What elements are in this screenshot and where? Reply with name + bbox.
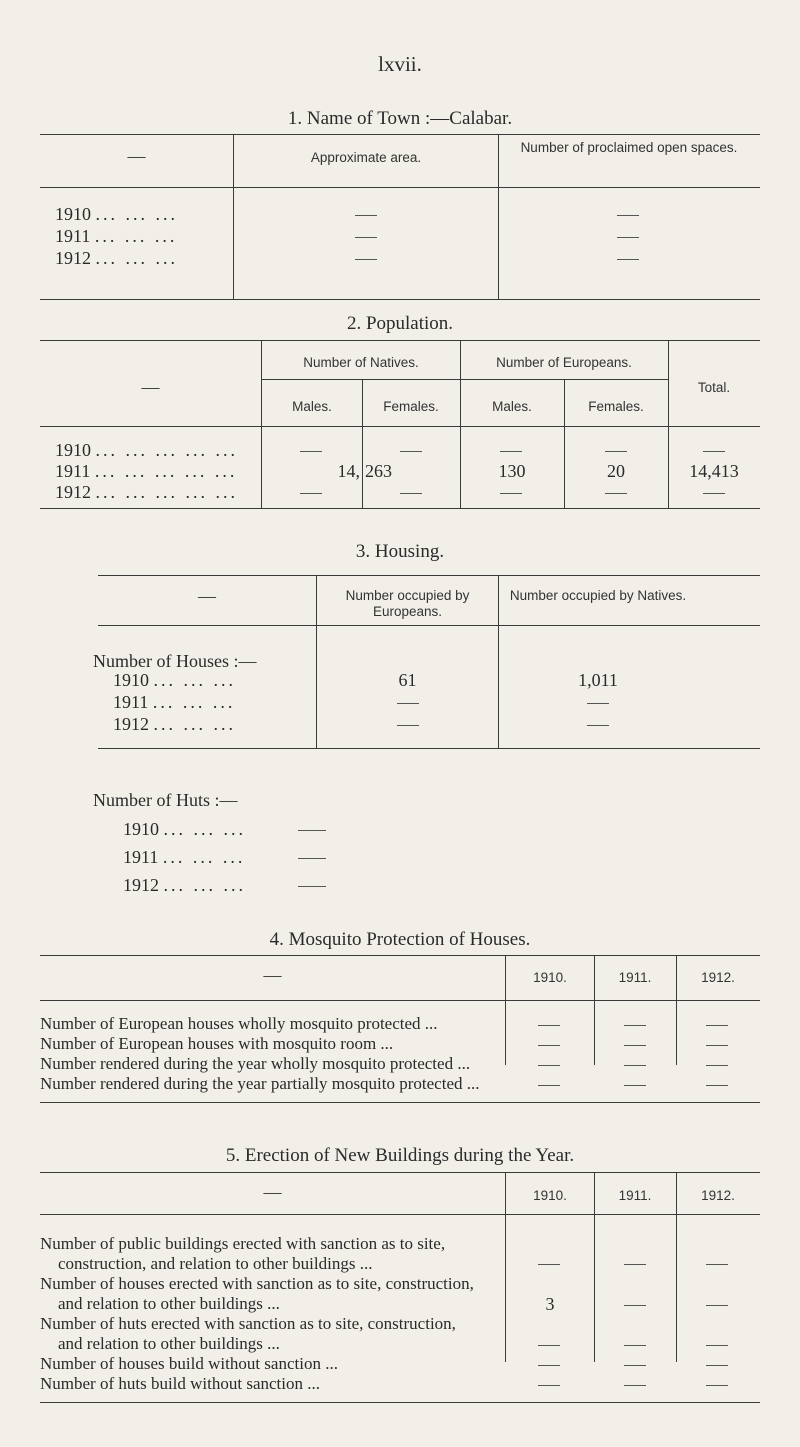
section2-row-year: 1910 ... ... ... ... ... (55, 440, 238, 460)
rule (40, 1000, 760, 1001)
column-rule (676, 1172, 677, 1362)
section4-value (624, 1065, 646, 1066)
rule (98, 575, 760, 576)
section5-value (624, 1365, 646, 1366)
column-rule (316, 575, 317, 748)
section3-huts-year: 1912 ... ... ... (123, 875, 246, 895)
section1-row-year: 1911 ... ... ... (55, 226, 178, 246)
section2-title: 2. Population. (346, 313, 454, 334)
section5-row-label: and relation to other buildings ... (58, 1334, 280, 1353)
section3-huts-value (298, 830, 326, 831)
section5-year-header: 1910. (533, 1188, 567, 1203)
rule (98, 625, 760, 626)
section5-value (624, 1264, 646, 1265)
section5-row-label: construction, and relation to other buildings ... (58, 1254, 373, 1273)
section5-value (538, 1345, 560, 1346)
section4-row-label: Number rendered during the year partially mosquito protected ... (40, 1074, 480, 1093)
section2-europeans-males-value: 130 (498, 461, 526, 481)
section4-year-header: 1911. (618, 970, 652, 985)
section5-value (538, 1385, 560, 1386)
section4-value (706, 1065, 728, 1066)
section2-value (400, 493, 422, 494)
section2-natives-header: Number of Natives. (303, 355, 419, 370)
section2-row-year: 1911 ... ... ... ... ... (55, 461, 238, 481)
rule (40, 1402, 760, 1403)
section2-natives-females-value: 263 (365, 461, 392, 481)
section2-total-value: 14,413 (689, 461, 739, 481)
rule (40, 1102, 760, 1103)
section2-value (605, 493, 627, 494)
rule (40, 508, 760, 509)
section4-value (706, 1045, 728, 1046)
column-rule (505, 1172, 506, 1362)
section3-title: 3. Housing. (355, 541, 445, 562)
section3-huts-value (298, 858, 326, 859)
section5-title: 5. Erection of New Buildings during the Year. (225, 1145, 575, 1166)
section5-row-label: Number of houses erected with sanction as to site, construction, (40, 1274, 474, 1293)
section5-value (706, 1385, 728, 1386)
column-rule (505, 955, 506, 1065)
section5-value (624, 1385, 646, 1386)
column-rule (498, 134, 499, 299)
section1-area-value (355, 215, 377, 216)
rule (262, 379, 668, 380)
section4-value (624, 1025, 646, 1026)
section5-houses-1910-value: 3 (545, 1294, 555, 1314)
section4-year-header: 1912. (701, 970, 735, 985)
column-rule (261, 340, 262, 508)
section3-value (587, 725, 609, 726)
section2-natives-males-value: 14, (337, 461, 360, 481)
section1-row-year: 1910 ... ... ... (55, 204, 178, 224)
section5-row-label: Number of houses build without sanction ... (40, 1354, 338, 1373)
section2-europeans-females-value: 20 (607, 461, 625, 481)
section4-value (624, 1045, 646, 1046)
section1-open-spaces-value (617, 215, 639, 216)
section2-value (500, 493, 522, 494)
section3-value (587, 703, 609, 704)
column-rule (460, 340, 461, 508)
section5-row-label: Number of public buildings erected with sanction as to site, (40, 1234, 446, 1253)
rule (40, 1214, 760, 1215)
section2-col0-header: — (141, 377, 160, 397)
page-number: lxvii. (378, 52, 422, 76)
section3-natives-header: Number occupied by Natives. (509, 588, 687, 603)
section4-col0-header: — (263, 965, 282, 985)
section5-row-label: and relation to other buildings ... (58, 1294, 280, 1313)
section3-natives-value: 1,011 (578, 670, 618, 690)
rule (40, 1172, 760, 1173)
section4-value (706, 1025, 728, 1026)
section4-value (538, 1065, 560, 1066)
section1-open-spaces-value (617, 237, 639, 238)
section3-col0-header: — (198, 586, 216, 606)
section4-title: 4. Mosquito Protection of Houses. (269, 929, 531, 950)
section5-value (538, 1264, 560, 1265)
section1-area-value (355, 259, 377, 260)
section1-area-header: Approximate area. (310, 150, 422, 165)
section1-row-year: 1912 ... ... ... (55, 248, 178, 268)
section2-natives-males-header: Males. (292, 399, 332, 414)
section3-huts-value (298, 886, 326, 887)
column-rule (362, 379, 363, 508)
section4-row-label: Number rendered during the year wholly mosquito protected ... (40, 1054, 471, 1073)
section4-year-header: 1910. (533, 970, 567, 985)
section3-huts-year: 1911 ... ... ... (123, 847, 246, 867)
section2-value (400, 451, 422, 452)
section4-value (538, 1025, 560, 1026)
section5-value (706, 1305, 728, 1306)
section3-huts-year: 1910 ... ... ... (123, 819, 246, 839)
section5-value (706, 1365, 728, 1366)
section5-value (624, 1305, 646, 1306)
section1-open-spaces-value (617, 259, 639, 260)
section4-value (624, 1085, 646, 1086)
rule (98, 748, 760, 749)
section3-value (397, 725, 419, 726)
section3-row-year: 1910 ... ... ... (113, 670, 236, 690)
section5-value (538, 1365, 560, 1366)
section5-value (706, 1264, 728, 1265)
section2-value (300, 493, 322, 494)
section5-row-label: Number of huts build without sanction ... (40, 1374, 321, 1393)
section2-europeans-females-header: Females. (588, 399, 644, 414)
section4-row-label: Number of European houses with mosquito room ... (40, 1034, 394, 1053)
section2-europeans-males-header: Males. (492, 399, 532, 414)
column-rule (594, 955, 595, 1065)
section5-row-label: Number of huts erected with sanction as to site, construction, (40, 1314, 456, 1333)
section2-row-year: 1912 ... ... ... ... ... (55, 482, 238, 502)
section2-europeans-header: Number of Europeans. (496, 355, 632, 370)
rule (40, 134, 760, 135)
section3-row-year: 1911 ... ... ... (113, 692, 236, 712)
section5-value (624, 1345, 646, 1346)
section4-value (706, 1085, 728, 1086)
section3-row-year: 1912 ... ... ... (113, 714, 236, 734)
rule (40, 955, 760, 956)
section3-huts-label: Number of Huts :— (93, 790, 238, 810)
section2-natives-females-header: Females. (383, 399, 439, 414)
section3-value (397, 703, 419, 704)
section2-value (300, 451, 322, 452)
section1-title: 1. Name of Town :—Calabar. (287, 108, 513, 129)
column-rule (594, 1172, 595, 1362)
column-rule (676, 955, 677, 1065)
section2-value (500, 451, 522, 452)
section1-area-value (355, 237, 377, 238)
rule (40, 187, 760, 188)
section3-houses-label: Number of Houses :— (93, 651, 257, 671)
section2-value (605, 451, 627, 452)
rule (40, 340, 760, 341)
section3-europeans-header: Number occupied by Europeans. (345, 588, 470, 619)
section1-open-spaces-header: Number of proclaimed open spaces. (520, 140, 738, 155)
section1-col0-header: — (127, 146, 146, 166)
section3-europeans-value: 61 (398, 670, 417, 690)
section5-value (706, 1345, 728, 1346)
section2-value (703, 493, 725, 494)
section2-total-header: Total. (697, 380, 731, 395)
column-rule (233, 134, 234, 299)
section4-value (538, 1085, 560, 1086)
rule (40, 426, 760, 427)
section5-col0-header: — (263, 1182, 282, 1202)
column-rule (564, 379, 565, 508)
column-rule (498, 575, 499, 748)
section4-row-label: Number of European houses wholly mosquito protected ... (40, 1014, 438, 1033)
section4-value (538, 1045, 560, 1046)
section5-year-header: 1912. (701, 1188, 735, 1203)
rule (40, 299, 760, 300)
section5-year-header: 1911. (618, 1188, 652, 1203)
section2-value (703, 451, 725, 452)
column-rule (668, 340, 669, 508)
